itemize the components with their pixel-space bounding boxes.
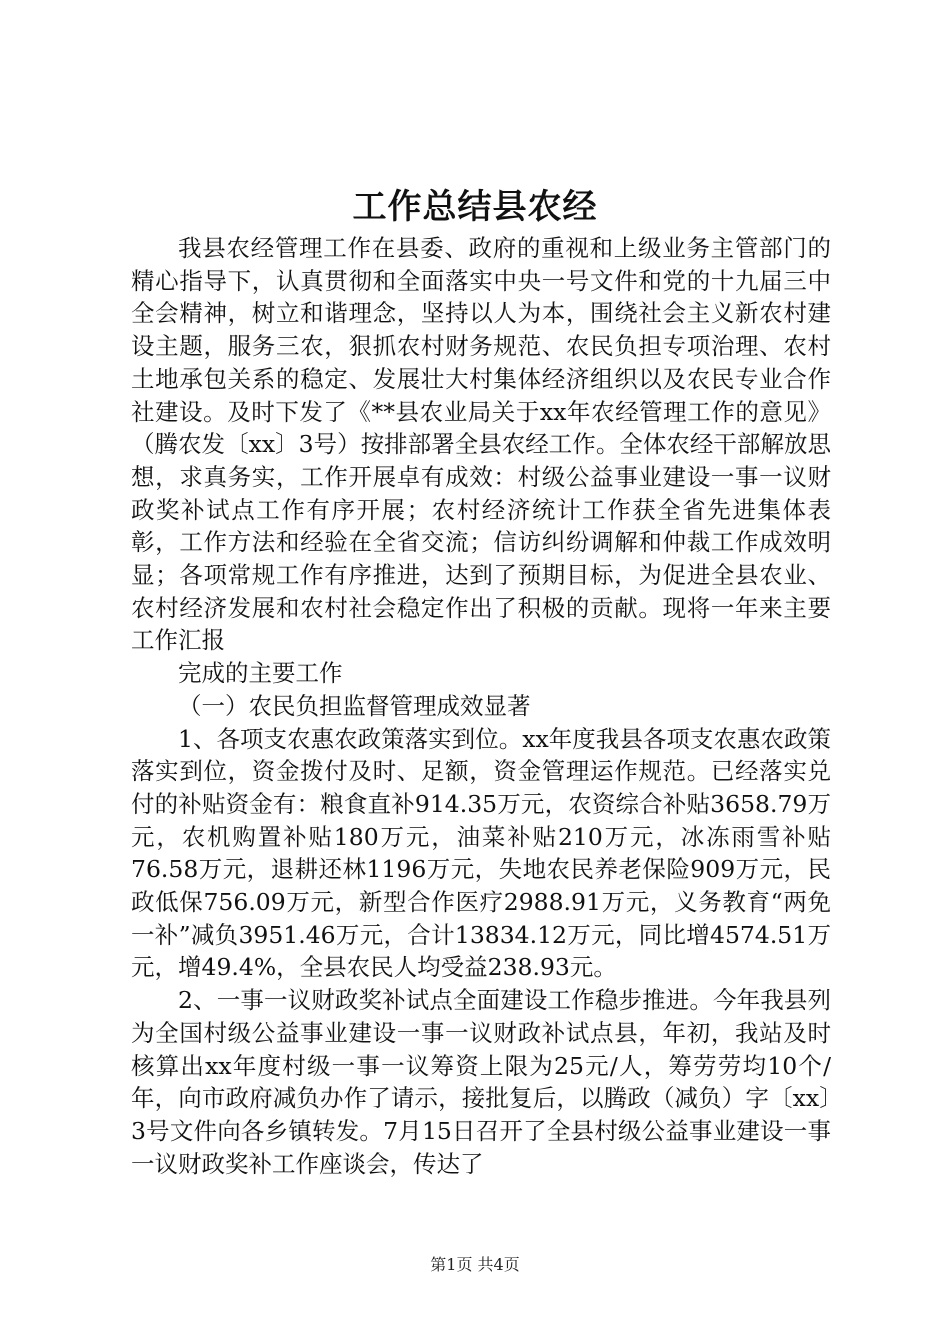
subsection-heading: （一）农民负担监督管理成效显著: [178, 691, 531, 720]
intro-paragraph: 我县农经管理工作在县委、政府的重视和上级业务主管部门的精心指导下，认真贯彻和全面落实中央一号文件和党的十九届三中全会精神，树立和谐理念，坚持以人为本，围绕社会主义新农村建设主题，服务三农，狠抓农村财务规范、农民负担专项治理、农村土地承包关系的稳定、发展壮大村集体经济组织以及农民专业合作社建设。及时下发了《**县农业局关于xx年农经管理工作的意见》（腾农发〔xx〕3号）按排部署全县农经工作。全体农经干部解放思想，求真务实，工作开展卓有成效：村级公益事业建设一事一议财政奖补试点工作有序开展；农村经济统计工作获全省先进集体表彰，工作方法和经验在全省交流；信访纠纷调解和仲裁工作成效明显；各项常规工作有序推进，达到了预期目标，为促进全县农业、农村经济发展和农村社会稳定作出了积极的贡献。现将一年来主要工作汇报: [131, 234, 831, 655]
page-number: 第1页 共4页: [430, 1255, 520, 1274]
body-paragraph: 1、各项支农惠农政策落实到位。xx年度我县各项支农惠农政策落实到位，资金拨付及时、足额，资金管理运作规范。已经落实兑付的补贴资金有：粮食直补914.35万元，农资综合补贴3658.79万元，农机购置补贴180万元，油菜补贴210万元，冰冻雨雪补贴76.58万元，退耕还林1196万元，失地农民养老保险909万元，民政低保756.09万元，新型合作医疗2988.91万元，义务教育“两免一补”减负3951.46万元，合计13834.12万元，同比增4574.51万元，增49.4%，全县农民人均受益238.93元。: [131, 724, 831, 982]
body-paragraph: 2、一事一议财政奖补试点全面建设工作稳步推进。今年我县列为全国村级公益事业建设一事一议财政补试点县，年初，我站及时核算出xx年度村级一事一议筹资上限为25元/人，筹劳劳均10个/年，向市政府减负办作了请示，接批复后，以腾政（减负）字〔xx〕3号文件向各乡镇转发。7月15日召开了全县村级公益事业建设一事一议财政奖补工作座谈会，传达了: [131, 986, 831, 1178]
section-heading: 完成的主要工作: [178, 659, 343, 688]
document-title: 工作总结县农经: [352, 187, 598, 227]
document-body: [131, 232, 831, 1180]
